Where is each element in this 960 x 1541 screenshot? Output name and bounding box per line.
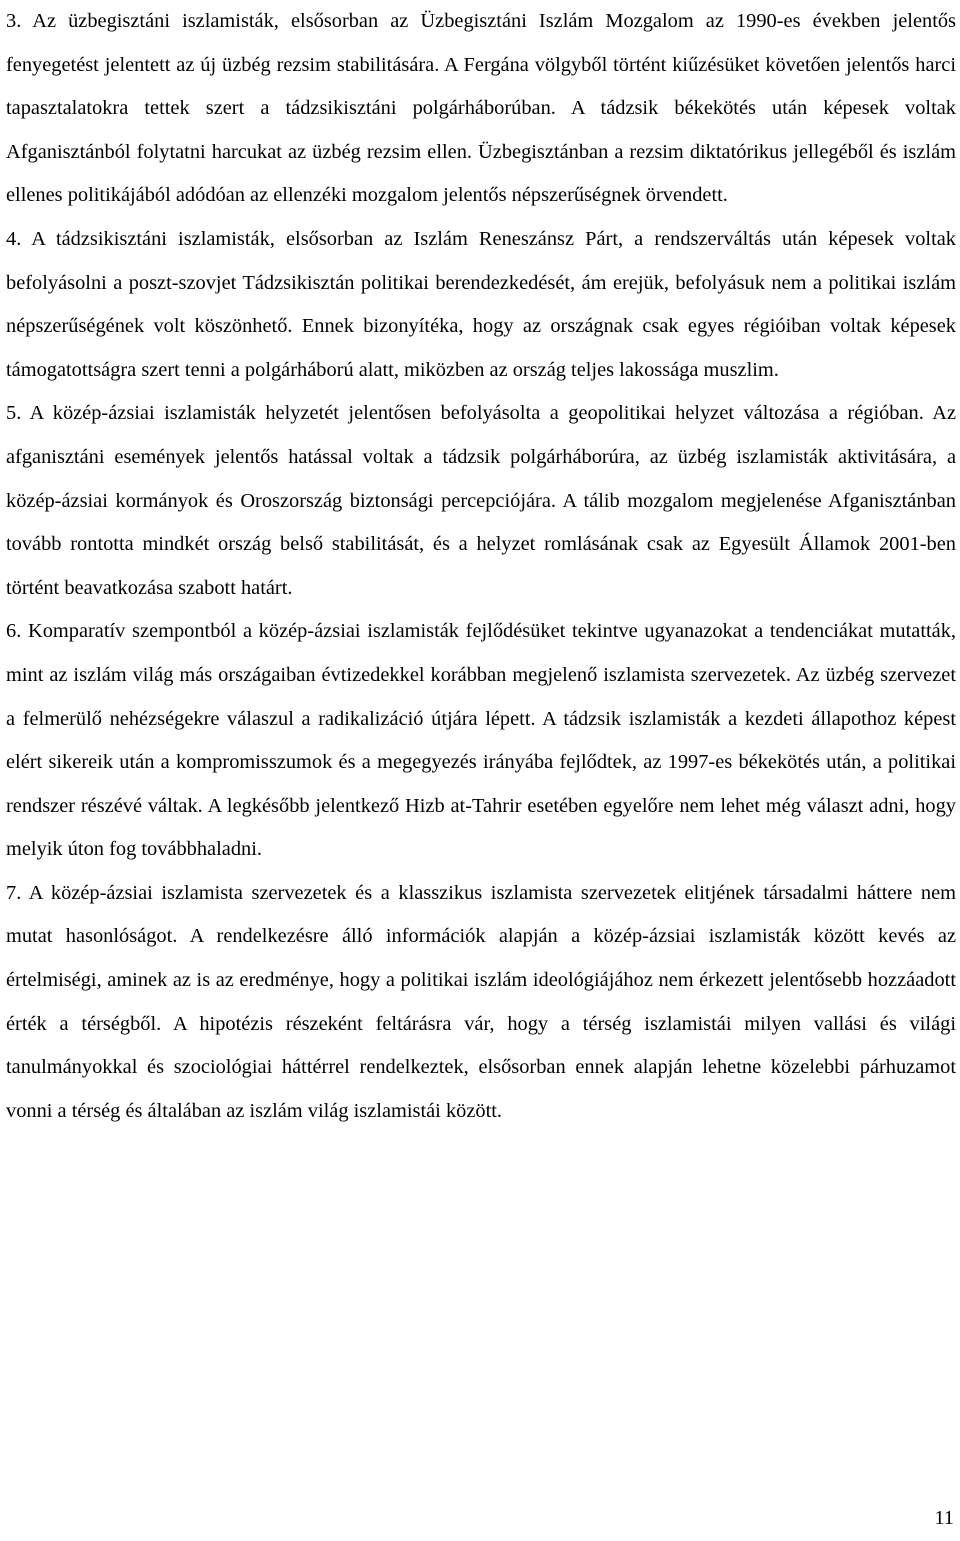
paragraph-3: 3. Az üzbegisztáni iszlamisták, elsősorban az Üzbegisztáni Iszlám Mozgalom az 1990-es években jelentős fenyegetést jelentett az új üzbég rezsim stabilitására. A Fergána völgyből történt kiűzésüket követően jelentős harci tapasztalatokra tettek szert a tádzsikisztáni polgárháborúban. A tádzsik békekötés után képesek voltak Afganisztánból folytatni harcukat az üzbég rezsim ellen. Üzbegisztánban a rezsim diktatórikus jellegéből és iszlám ellenes politikájából adódóan az ellenzéki mozgalom jelentős népszerűségnek örvendett. bbox=[6, 10, 956, 207]
paragraph-5: 5. A közép-ázsiai iszlamisták helyzetét jelentősen befolyásolta a geopolitikai helyzet változása a régióban. Az afganisztáni események jelentős hatással voltak a tádzsik polgárháborúra, az üzbég iszlamisták aktivitására, a közép-ázsiai kormányok és Oroszország biztonsági percepciójára. A tálib mozgalom megjelenése Afganisztánban tovább rontotta mindkét ország belső stabilitását, és a helyzet romlásának csak az Egyesült Államok 2001-ben történt beavatkozása szabott határt. bbox=[6, 402, 956, 599]
paragraph-7: 7. A közép-ázsiai iszlamista szervezetek és a klasszikus iszlamista szervezetek elitjének társadalmi háttere nem mutat hasonlóságot. A rendelkezésre álló információk alapján a közép-ázsiai iszlamisták között kevés az értelmiségi, aminek az is az eredménye, hogy a politikai iszlám ideológiájához nem érkezett jelentősebb hozzáadott érték a térségből. A hipotézis részeként feltárásra vár, hogy a térség iszlamistái milyen vallási és világi tanulmányokkal és szociológiai háttérrel rendelkeztek, elsősorban ennek alapján lehetne közelebbi párhuzamot vonni a térség és általában az iszlám világ iszlamistái között. bbox=[6, 881, 956, 1122]
page-number: 11 bbox=[934, 1507, 954, 1529]
paragraph-6: 6. Komparatív szempontból a közép-ázsiai iszlamisták fejlődésüket tekintve ugyanazokat a tendenciákat mutatták, mint az iszlám világ más országaiban évtizedekkel korábban megjelenő iszlamista szervezetek. Az üzbég szervezet a felmerülő nehézségekre válaszul a radikalizáció útjára lépett. A tádzsik iszlamisták a kezdeti állapothoz képest elért sikereik után a kompromisszumok és a megegyezés irányába fejlődtek, az 1997-es békekötés után, a politikai rendszer részévé váltak. A legkésőbb jelentkező Hizb at-Tahrir esetében egyelőre nem lehet még választ adni, hogy melyik úton fog továbbhaladni. bbox=[6, 620, 956, 861]
paragraph-4: 4. A tádzsikisztáni iszlamisták, elsősorban az Iszlám Reneszánsz Párt, a rendszerváltás után képesek voltak befolyásolni a poszt-szovjet Tádzsikisztán politikai berendezkedését, ám erejük, befolyásuk nem a politikai iszlám népszerűségének volt köszönhető. Ennek bizonyítéka, hogy az országnak csak egyes régióiban voltak képesek támogatottságra szert tenni a polgárháború alatt, miközben az ország teljes lakossága muszlim. bbox=[6, 227, 956, 381]
document-body bbox=[6, 0, 956, 1133]
